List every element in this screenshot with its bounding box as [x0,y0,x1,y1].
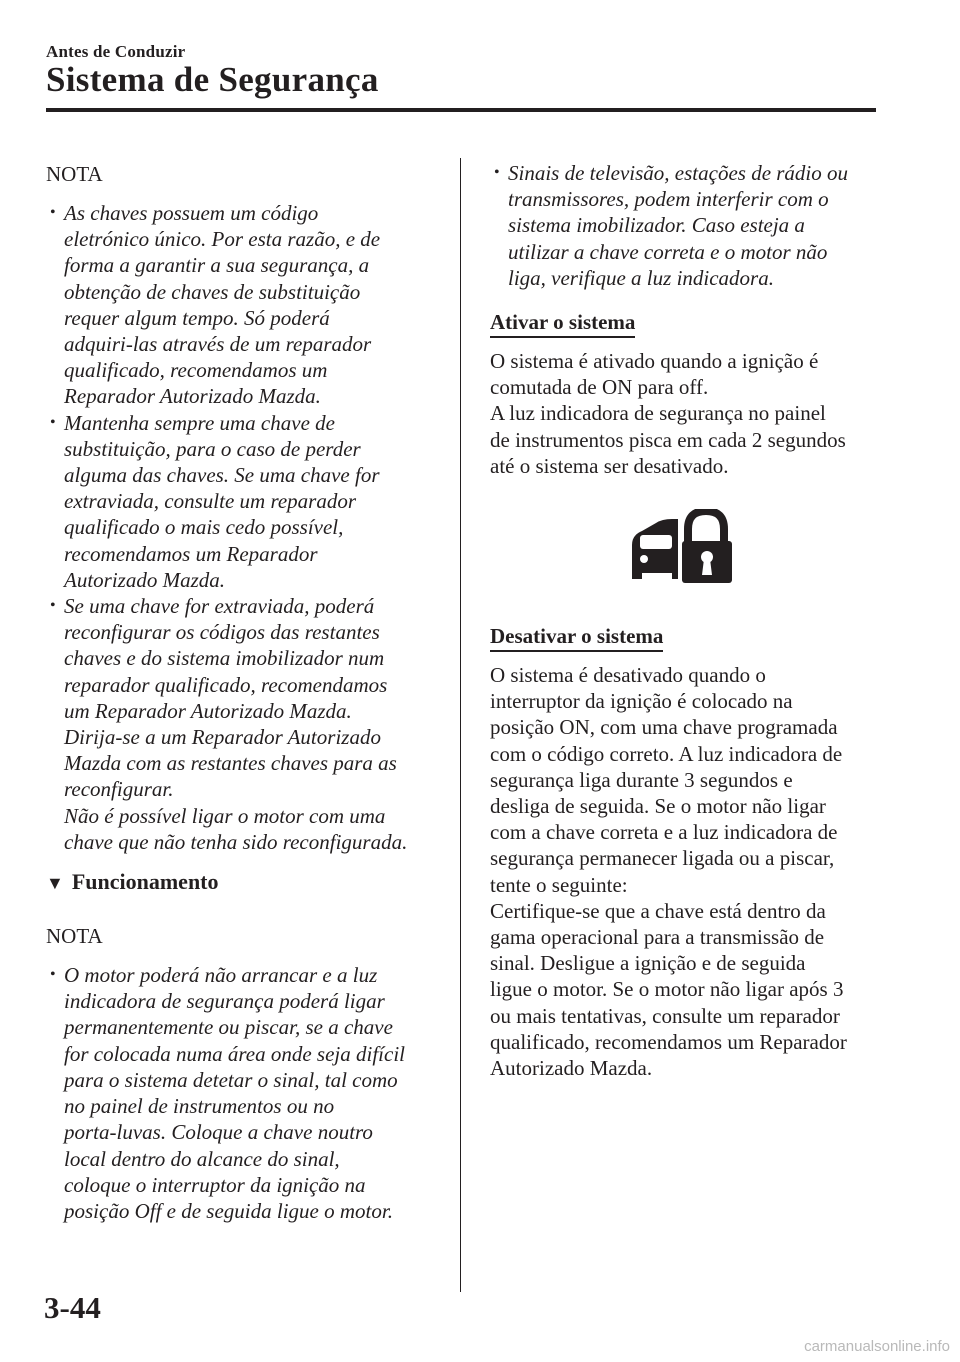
note-line: Dirija-se a um Reparador Autorizado [64,725,381,750]
body-line: com o código correto. A luz indicadora de [490,741,843,766]
note-line: transmissores, podem interferir com o [508,187,829,212]
note-line: local dentro do alcance do sinal, [64,1146,340,1171]
desativar-section-title: Desativar o sistema [490,623,663,652]
header-chapter: Antes de Conduzir [46,42,186,61]
note-line: for colocada numa área onde seja difícil [64,1041,406,1066]
nota-label: NOTA [46,162,103,186]
body-line: comutada de ON para off. [490,375,709,400]
note-line: porta-luvas. Coloque a chave noutro [64,1120,373,1145]
note-line: Mazda com as restantes chaves para as [64,751,397,776]
body-line: O sistema é desativado quando o [490,663,766,688]
note-line: reconfigurar. [64,777,174,802]
note-item [490,160,890,291]
body-line: ligue o motor. Se o motor não ligar após 3 [490,977,844,1002]
note-line: requer algum tempo. Só poderá [64,305,330,330]
note-line: O motor poderá não arrancar e a luz [64,963,378,988]
body-line: tente o seguinte: [490,872,628,897]
note-line: liga, verifique a luz indicadora. [508,265,774,290]
left-column [46,160,446,1224]
desativar-body [490,662,890,1081]
bullet-icon: • [50,966,56,984]
bullet-icon: • [50,413,56,431]
note-line: reparador qualificado, recomendamos [64,672,388,697]
body-line: posição ON, com uma chave programada [490,715,838,740]
body-line: sinal. Desligue a ignição e de seguida [490,951,806,976]
bullet-icon: • [494,164,500,181]
body-line: qualificado, recomendamos um Reparador [490,1029,847,1054]
note-line: no painel de instrumentos ou no [64,1094,335,1119]
nota-list-continued [490,160,890,291]
note-item [46,200,446,410]
note-line: adquiri-las através de um reparador [64,332,372,357]
right-column [490,160,890,1081]
ativar-section-title: Ativar o sistema [490,309,635,338]
body-line: ou mais tentativas, consulte um reparador [490,1003,840,1028]
nota-list [46,200,446,855]
body-line: com a chave correta e a luz indicadora de [490,820,838,845]
note-line: coloque o interruptor da ignição na [64,1172,366,1197]
note-line: sistema imobilizador. Caso esteja a [508,213,805,238]
body-line: Certifique-se que a chave está dentro da [490,898,826,923]
note-line: permanentemente ou piscar, se a chave [64,1015,393,1040]
note-line: indicadora de segurança poderá ligar [64,989,385,1014]
note-line: Autorizado Mazda. [64,567,226,592]
nota-list-2 [46,962,446,1224]
security-indicator-car-lock-icon [626,509,734,585]
body-line: O sistema é ativado quando a ignição é [490,349,819,374]
note-line: substituição, para o caso de perder [64,436,361,461]
note-line: utilizar a chave correta e o motor não [508,239,828,264]
column-divider [460,158,461,1292]
body-line: interruptor da ignição é colocado na [490,689,793,714]
note-line: eletrónico único. Por esta razão, e de [64,227,381,252]
note-line: Mantenha sempre uma chave de [64,410,335,435]
note-line: reconfigurar os códigos das restantes [64,620,380,645]
note-line: um Reparador Autorizado Mazda. [64,698,352,723]
ativar-body [490,348,890,479]
nota-label-2: NOTA [46,924,103,949]
note-line: obtenção de chaves de substituição [64,279,361,304]
funcionamento-heading [46,867,446,898]
header-rule [46,108,876,112]
note-line: Se uma chave for extraviada, poderá [64,594,375,619]
note-line: qualificado o mais cedo possível, [64,515,344,540]
triangle-marker-icon: ▼ [46,873,64,894]
note-line: Reparador Autorizado Mazda. [64,384,321,409]
note-line: alguma das chaves. Se uma chave for [64,463,380,488]
note-line: Sinais de televisão, estações de rádio ou [508,161,849,185]
security-indicator [490,503,890,599]
note-line: As chaves possuem um código [64,201,319,225]
body-line: desliga de seguida. Se o motor não ligar [490,794,826,819]
note-line: extraviada, consulte um reparador [64,489,357,514]
body-line: A luz indicadora de segurança no painel [490,401,826,426]
note-item [46,962,446,1224]
note-line: forma a garantir a sua segurança, a [64,253,370,278]
body-line: segurança permanecer ligada ou a piscar, [490,846,835,871]
page-title: Sistema de Segurança [46,60,379,99]
body-line: de instrumentos pisca em cada 2 segundos [490,427,846,452]
funcionamento-title: Funcionamento [71,869,219,895]
body-line: até o sistema ser desativado. [490,453,729,478]
note-line: chave que não tenha sido reconfigurada. [64,829,408,854]
body-line: segurança liga durante 3 segundos e [490,767,793,792]
body-line: Autorizado Mazda. [490,1056,653,1081]
page-number: 3-44 [44,1290,101,1325]
bullet-icon: • [50,597,56,615]
note-item [46,410,446,593]
body-line: gama operacional para a transmissão de [490,925,825,950]
note-line: Não é possível ligar o motor com uma [64,803,386,828]
note-item [46,593,446,855]
note-line: para o sistema detetar o sinal, tal como [64,1067,398,1092]
watermark: carmanualsonline.info [804,1338,950,1355]
note-line: posição Off e de seguida ligue o motor. [64,1198,393,1223]
bullet-icon: • [50,204,56,221]
note-line: chaves e do sistema imobilizador num [64,646,385,671]
note-line: qualificado, recomendamos um [64,358,328,383]
note-line: recomendamos um Reparador [64,541,318,566]
